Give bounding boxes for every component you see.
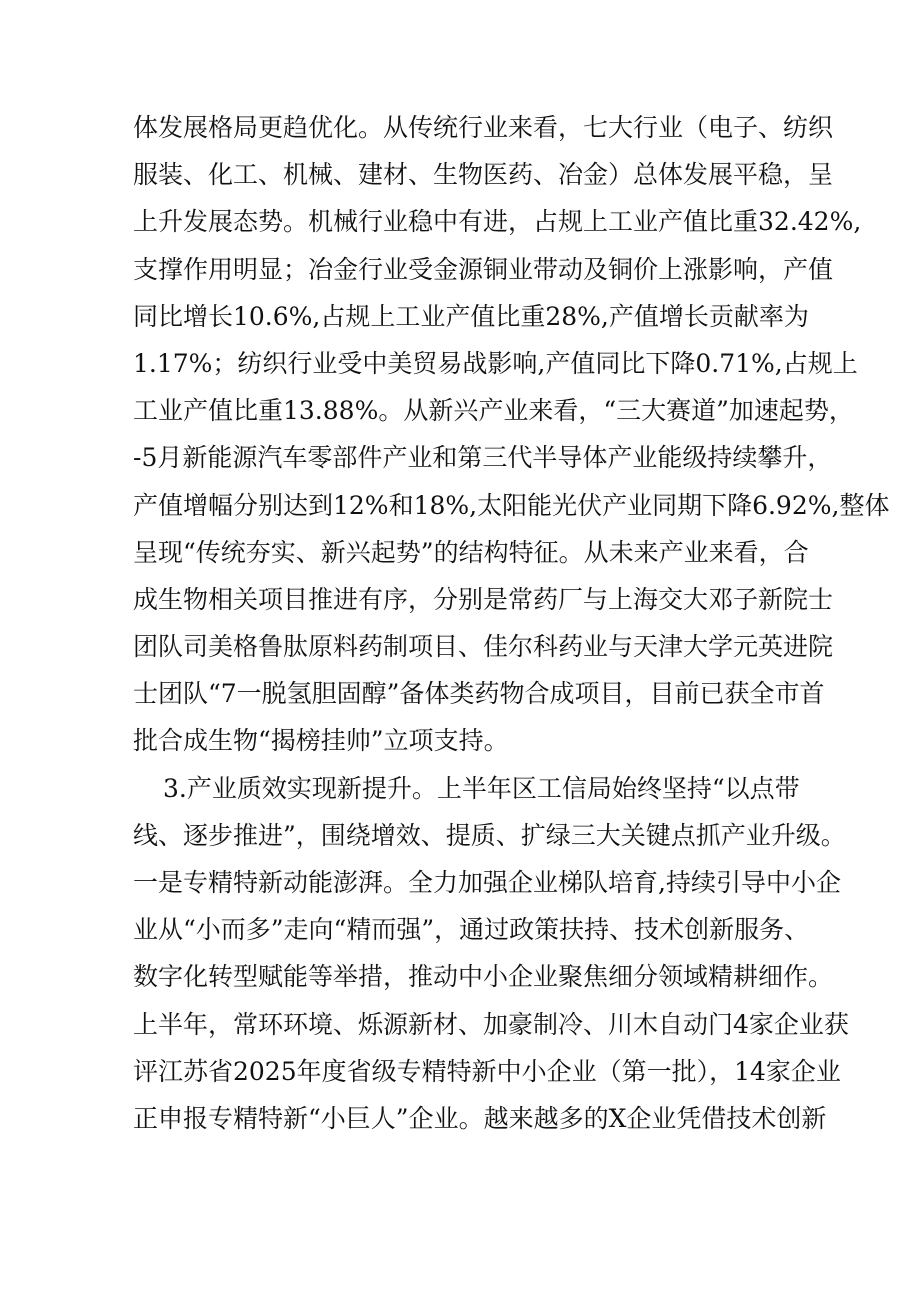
- text-line: -5月新能源汽车零部件产业和第三代半导体产业能级持续攀升，: [133, 443, 833, 473]
- section-heading-line: 3.产业质效实现新提升。上半年区工信局始终坚持“以点带: [163, 773, 800, 803]
- text-line: 体发展格局更趋优化。从传统行业来看，七大行业（电子、纺织: [133, 113, 834, 142]
- body-text: [133, 104, 890, 1142]
- text-line: 产值增幅分别达到12%和18%,太阳能光伏产业同期下降6.92%,整体: [133, 490, 890, 520]
- text-line: 团队司美格鲁肽原料药制项目、佳尔科药业与天津大学元英进院: [133, 632, 834, 662]
- text-line: 成生物相关项目推进有序，分别是常药厂与上海交大邓子新院士: [133, 584, 834, 614]
- text-line: 呈现“传统夯实、新兴起势”的结构特征。从未来产业来看，合: [133, 537, 809, 567]
- text-line: 数字化转型赋能等举措，推动中小企业聚焦细分领域精耕细作。: [133, 962, 834, 992]
- text-line: 批合成生物“揭榜挂帅”立项支持。: [133, 726, 509, 756]
- text-line: 线、逐步推进”，围绕增效、提质、扩绿三大关键点抓产业升级。: [133, 820, 846, 850]
- text-line: 上升发展态势。机械行业稳中有进，占规上工业产值比重32.42%,: [133, 207, 862, 237]
- text-line: 评江苏省2025年度省级专精特新中小企业（第一批），14家企业: [133, 1056, 841, 1086]
- text-line: 同比增长10.6%,占规上工业产值比重28%,产值增长贡献率为: [133, 301, 809, 331]
- text-line: 一是专精特新动能澎湃。全力加强企业梯队培育,持续引导中小企: [133, 868, 841, 897]
- text-line: 上半年，常环环境、烁源新材、加豪制冷、川木自动门4家企业获: [133, 1009, 849, 1039]
- text-line: 正申报专精特新“小巨人”企业。越来越多的X企业凭借技术创新: [133, 1103, 827, 1133]
- text-line: 支撑作用明显；冶金行业受金源铜业带动及铜价上涨影响，产值: [133, 254, 834, 284]
- text-line: 服装、化工、机械、建材、生物医药、冶金）总体发展平稳，呈: [133, 160, 834, 190]
- text-line: 士团队“7一脱氢胆固醇”备体类药物合成项目，目前已获全市首: [133, 679, 825, 709]
- text-line: 工业产值比重13.88%。从新兴产业来看，“三大赛道”加速起势，: [133, 396, 854, 426]
- text-line: 1.17%；纺织行业受中美贸易战影响,产值同比下降0.71%,占规上: [133, 348, 858, 378]
- text-line: 业从“小而多”走向“精而强”，通过政策扶持、技术创新服务、: [133, 915, 810, 945]
